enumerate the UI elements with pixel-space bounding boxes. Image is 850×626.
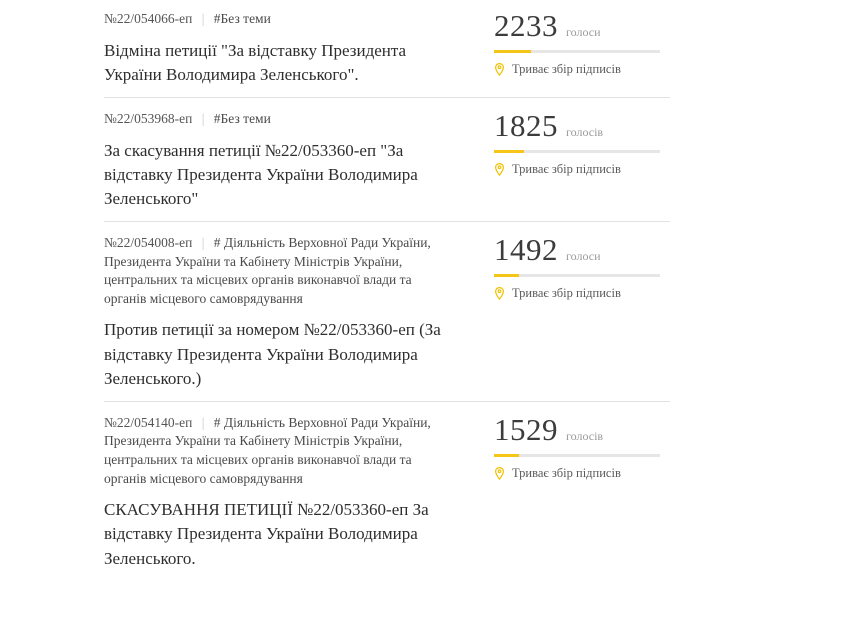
petition-number: №22/054140-еп: [104, 414, 193, 430]
votes-count: 1492: [494, 231, 558, 267]
pin-icon: [494, 63, 505, 76]
progress-fill: [494, 274, 519, 277]
pin-icon: [494, 287, 505, 300]
votes-count: 1529: [494, 411, 558, 447]
petition-side: [474, 231, 659, 301]
progress-fill: [494, 50, 531, 53]
petition-meta: [104, 234, 454, 309]
votes-row: [494, 10, 659, 41]
progress-bar: [494, 274, 660, 277]
petition-title[interactable]: СКАСУВАННЯ ПЕТИЦІЇ №22/053360-еп За відставку Президента України Володимира Зеленського.: [104, 500, 429, 568]
votes-row: [494, 411, 659, 447]
petition-number: №22/053968-еп: [104, 110, 193, 126]
petition-number: №22/054066-еп: [104, 11, 193, 26]
petition-side: [474, 10, 659, 77]
petition-topic[interactable]: #Без теми: [213, 11, 271, 26]
list-item[interactable]: [104, 0, 670, 97]
progress-bar: [494, 454, 660, 457]
votes-row: [494, 231, 659, 267]
progress-fill: [494, 150, 524, 153]
petition-meta: [104, 414, 454, 489]
status-row: [494, 162, 659, 177]
list-item[interactable]: [104, 221, 670, 401]
votes-label: голосів: [566, 124, 604, 139]
meta-separator: |: [201, 234, 205, 250]
status-text: Триває збір підписів: [512, 285, 621, 300]
pin-icon: [494, 163, 505, 176]
petition-main: [104, 110, 474, 211]
votes-label: голосів: [566, 428, 604, 443]
petition-title[interactable]: Против петиції за номером №22/053360-еп (За відставку Президента України Володимира Зеленського.): [104, 320, 441, 388]
pin-icon: [494, 467, 505, 480]
petition-title[interactable]: За скасування петиції №22/053360-еп "За відставку Президента України Володимира Зеленського": [104, 140, 418, 208]
status-row: [494, 286, 659, 301]
petition-meta: [104, 10, 454, 29]
status-row: [494, 466, 659, 481]
votes-row: [494, 107, 659, 143]
petition-main: [104, 234, 474, 391]
status-text: Триває збір підписів: [512, 161, 621, 176]
progress-bar: [494, 50, 660, 53]
votes-label: голоси: [566, 248, 601, 263]
petition-side: [474, 411, 659, 481]
petition-side: [474, 107, 659, 177]
petition-number: №22/054008-еп: [104, 234, 193, 250]
list-item[interactable]: [104, 97, 670, 221]
petition-title[interactable]: Відміна петиції "За відставку Президента України Володимира Зеленського".: [104, 40, 407, 84]
status-text: Триває збір підписів: [512, 62, 621, 76]
petition-topic[interactable]: # Діяльність Верховної Ради України, Президента України та Кабінету Міністрів України, центральних та місцевих органів виконавчої влади та органів місцевого самоврядування: [104, 234, 431, 306]
petition-topic[interactable]: #Без теми: [213, 110, 271, 126]
progress-fill: [494, 454, 519, 457]
petition-topic[interactable]: # Діяльність Верховної Ради України, Президента України та Кабінету Міністрів України, центральних та місцевих органів виконавчої влади та органів місцевого самоврядування: [104, 414, 431, 486]
status-text: Триває збір підписів: [512, 465, 621, 480]
status-row: [494, 62, 659, 77]
votes-count: 2233: [494, 8, 558, 43]
petition-main: [104, 10, 474, 87]
petition-main: [104, 414, 474, 571]
votes-count: 1825: [494, 107, 558, 143]
meta-separator: |: [201, 110, 205, 126]
progress-bar: [494, 150, 660, 153]
meta-separator: |: [201, 11, 205, 26]
list-item[interactable]: [104, 401, 670, 581]
meta-separator: |: [201, 414, 205, 430]
petition-meta: [104, 110, 454, 129]
votes-label: голоси: [566, 25, 601, 39]
